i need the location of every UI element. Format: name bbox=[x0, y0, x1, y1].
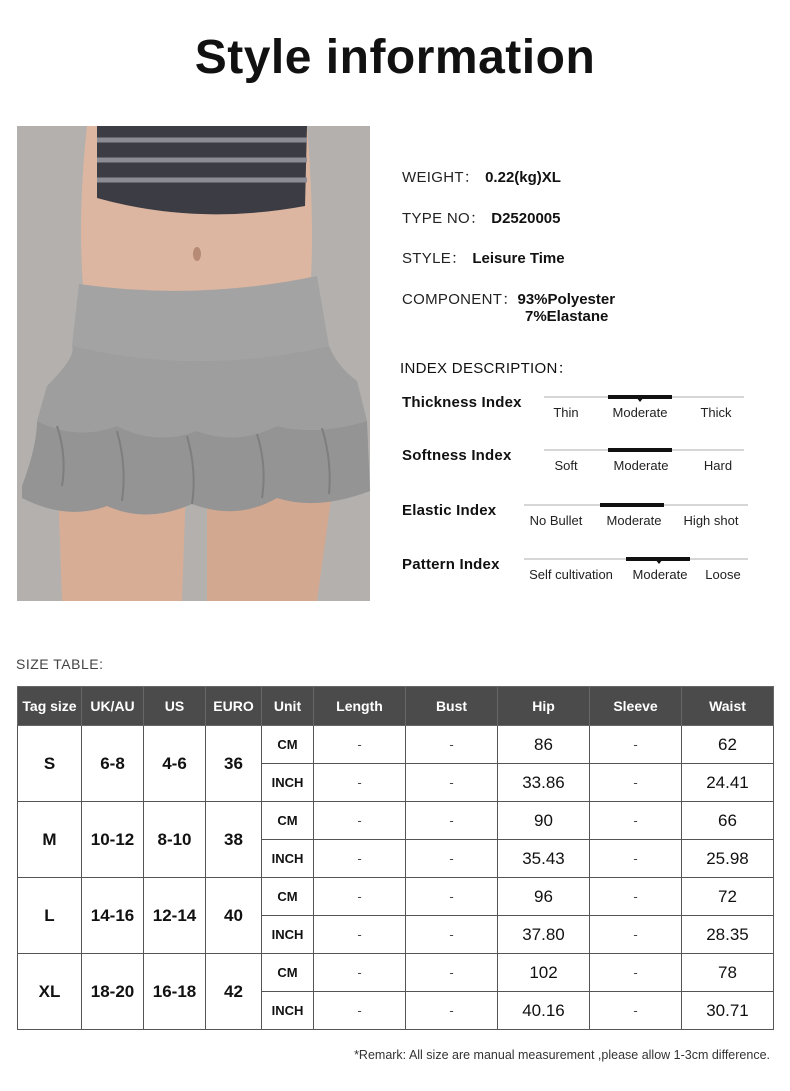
length-cell: - bbox=[314, 992, 406, 1030]
bust-cell: - bbox=[406, 802, 498, 840]
column-header: EURO bbox=[206, 687, 262, 726]
column-header: Waist bbox=[682, 687, 774, 726]
unit-cell: INCH bbox=[262, 840, 314, 878]
scale-option: Thin bbox=[553, 405, 579, 420]
component-value: 93%Polyester bbox=[517, 291, 616, 308]
sleeve-cell: - bbox=[590, 802, 682, 840]
hip-cell: 102 bbox=[498, 954, 590, 992]
index-description-heading: INDEX DESCRIPTION： bbox=[400, 360, 573, 377]
remark-note: *Remark: All size are manual measurement ,please allow 1-3cm difference. bbox=[354, 1048, 770, 1062]
weight-spec bbox=[402, 166, 561, 187]
euro-cell: 42 bbox=[206, 954, 262, 1030]
elastic-index bbox=[400, 502, 760, 552]
scale-option: Self cultivation bbox=[529, 567, 613, 582]
bust-cell: - bbox=[406, 916, 498, 954]
column-header: Length bbox=[314, 687, 406, 726]
weight-label: WEIGHT： bbox=[402, 169, 480, 186]
component-value-2: 7%Elastane bbox=[525, 308, 609, 325]
table-row bbox=[18, 878, 774, 916]
hip-cell: 90 bbox=[498, 802, 590, 840]
sleeve-cell: - bbox=[590, 726, 682, 764]
us-cell: 8-10 bbox=[144, 802, 206, 878]
length-cell: - bbox=[314, 726, 406, 764]
scale-option: Moderate bbox=[632, 567, 688, 582]
type-no-spec bbox=[402, 207, 560, 228]
column-header: Unit bbox=[262, 687, 314, 726]
scale-option: High shot bbox=[683, 513, 739, 528]
euro-cell: 36 bbox=[206, 726, 262, 802]
sleeve-cell: - bbox=[590, 954, 682, 992]
waist-cell: 72 bbox=[682, 878, 774, 916]
scale-option: Moderate bbox=[613, 458, 669, 473]
softness-index bbox=[400, 447, 760, 497]
scale-option: Loose bbox=[705, 567, 741, 582]
sleeve-cell: - bbox=[590, 764, 682, 802]
tag-size-cell: XL bbox=[18, 954, 82, 1030]
column-header: Sleeve bbox=[590, 687, 682, 726]
tag-size-cell: M bbox=[18, 802, 82, 878]
uk-au-cell: 6-8 bbox=[82, 726, 144, 802]
length-cell: - bbox=[314, 802, 406, 840]
scale-pointer-icon bbox=[636, 397, 644, 402]
tag-size-cell: S bbox=[18, 726, 82, 802]
scale-selected-mark bbox=[608, 448, 672, 452]
style-spec bbox=[402, 247, 565, 268]
skirt-illustration bbox=[17, 126, 370, 601]
length-cell: - bbox=[314, 764, 406, 802]
tag-size-cell: L bbox=[18, 878, 82, 954]
waist-cell: 78 bbox=[682, 954, 774, 992]
size-table-label: SIZE TABLE: bbox=[16, 656, 104, 672]
uk-au-cell: 10-12 bbox=[82, 802, 144, 878]
length-cell: - bbox=[314, 954, 406, 992]
hip-cell: 37.80 bbox=[498, 916, 590, 954]
waist-cell: 24.41 bbox=[682, 764, 774, 802]
length-cell: - bbox=[314, 840, 406, 878]
hip-cell: 96 bbox=[498, 878, 590, 916]
waist-cell: 25.98 bbox=[682, 840, 774, 878]
index-name: Thickness Index bbox=[402, 394, 522, 411]
hip-cell: 40.16 bbox=[498, 992, 590, 1030]
unit-cell: INCH bbox=[262, 992, 314, 1030]
unit-cell: CM bbox=[262, 954, 314, 992]
uk-au-cell: 18-20 bbox=[82, 954, 144, 1030]
index-scale bbox=[524, 502, 748, 542]
index-scale bbox=[544, 394, 744, 434]
sleeve-cell: - bbox=[590, 878, 682, 916]
type-no-value: D2520005 bbox=[491, 210, 561, 227]
index-name: Softness Index bbox=[402, 447, 512, 464]
page-title: Style information bbox=[194, 31, 596, 84]
us-cell: 4-6 bbox=[144, 726, 206, 802]
unit-cell: CM bbox=[262, 726, 314, 764]
bust-cell: - bbox=[406, 764, 498, 802]
scale-option: Moderate bbox=[612, 405, 668, 420]
thickness-index bbox=[400, 394, 760, 444]
bust-cell: - bbox=[406, 726, 498, 764]
scale-option: Hard bbox=[703, 458, 733, 473]
index-name: Pattern Index bbox=[402, 556, 500, 573]
column-header: Bust bbox=[406, 687, 498, 726]
scale-pointer-icon bbox=[655, 559, 663, 564]
euro-cell: 40 bbox=[206, 878, 262, 954]
hip-cell: 86 bbox=[498, 726, 590, 764]
uk-au-cell: 14-16 bbox=[82, 878, 144, 954]
table-row bbox=[18, 802, 774, 840]
sleeve-cell: - bbox=[590, 992, 682, 1030]
column-header: Hip bbox=[498, 687, 590, 726]
component-spec bbox=[402, 288, 615, 309]
table-row bbox=[18, 726, 774, 764]
scale-selected-mark bbox=[600, 503, 664, 507]
hip-cell: 33.86 bbox=[498, 764, 590, 802]
euro-cell: 38 bbox=[206, 802, 262, 878]
bust-cell: - bbox=[406, 840, 498, 878]
waist-cell: 30.71 bbox=[682, 992, 774, 1030]
type-no-label: TYPE NO： bbox=[402, 210, 486, 227]
style-label: STYLE： bbox=[402, 250, 467, 267]
hip-cell: 35.43 bbox=[498, 840, 590, 878]
unit-cell: INCH bbox=[262, 764, 314, 802]
index-scale bbox=[544, 447, 744, 487]
component-label: COMPONENT： bbox=[402, 291, 518, 308]
bust-cell: - bbox=[406, 878, 498, 916]
index-name: Elastic Index bbox=[402, 502, 497, 519]
scale-option: Soft bbox=[554, 458, 578, 473]
unit-cell: CM bbox=[262, 802, 314, 840]
sleeve-cell: - bbox=[590, 840, 682, 878]
size-table bbox=[17, 686, 774, 1030]
length-cell: - bbox=[314, 916, 406, 954]
index-scale bbox=[524, 556, 748, 596]
style-value: Leisure Time bbox=[472, 250, 565, 267]
sleeve-cell: - bbox=[590, 916, 682, 954]
weight-value: 0.22(kg)XL bbox=[485, 169, 561, 186]
product-photo bbox=[17, 126, 370, 601]
column-header: US bbox=[144, 687, 206, 726]
table-header-row bbox=[18, 687, 774, 726]
unit-cell: CM bbox=[262, 878, 314, 916]
waist-cell: 28.35 bbox=[682, 916, 774, 954]
scale-option: Moderate bbox=[606, 513, 662, 528]
unit-cell: INCH bbox=[262, 916, 314, 954]
length-cell: - bbox=[314, 878, 406, 916]
us-cell: 16-18 bbox=[144, 954, 206, 1030]
pattern-index bbox=[400, 556, 760, 606]
waist-cell: 66 bbox=[682, 802, 774, 840]
bust-cell: - bbox=[406, 992, 498, 1030]
table-row bbox=[18, 954, 774, 992]
bust-cell: - bbox=[406, 954, 498, 992]
us-cell: 12-14 bbox=[144, 878, 206, 954]
column-header: UK/AU bbox=[82, 687, 144, 726]
column-header: Tag size bbox=[18, 687, 82, 726]
scale-option: Thick bbox=[700, 405, 732, 420]
waist-cell: 62 bbox=[682, 726, 774, 764]
scale-option: No Bullet bbox=[529, 513, 583, 528]
